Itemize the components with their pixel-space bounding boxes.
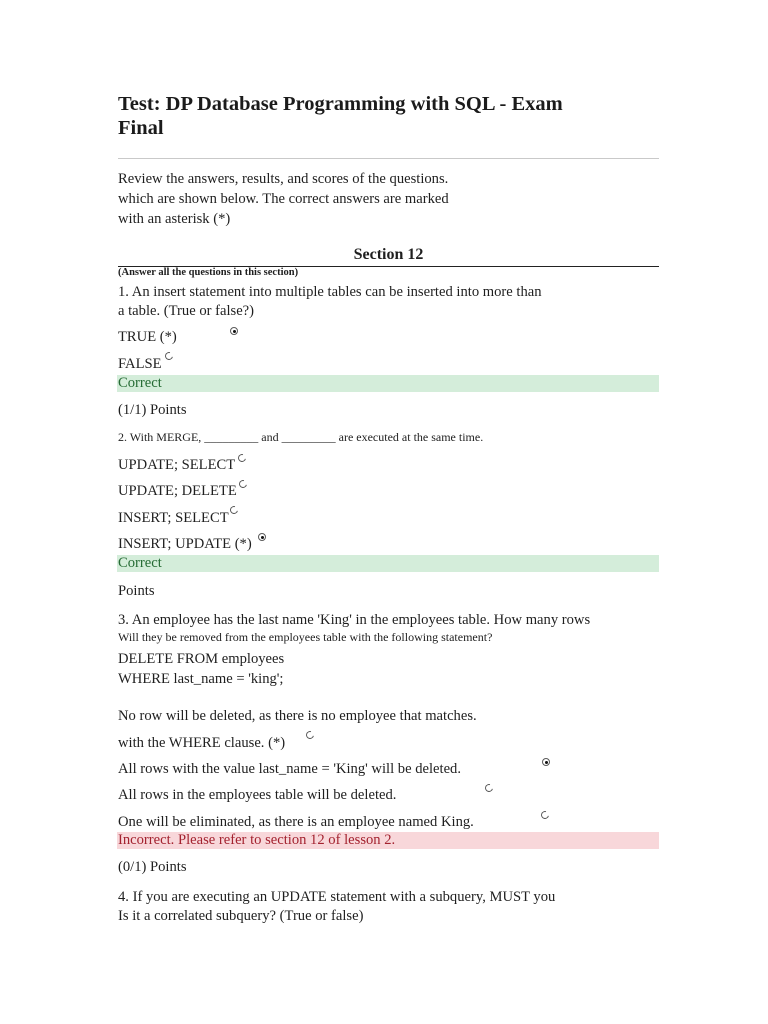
q3-option-3-label: All rows in the employees table will be deleted. — [118, 787, 397, 803]
q3-option-1-label-line2: with the WHERE clause. (*) — [118, 735, 286, 751]
q1-option-true-radio[interactable] — [230, 327, 238, 335]
q3-option-3-radio[interactable] — [484, 783, 495, 794]
q3-option-4-label: One will be eliminated, as there is an employee named King. — [118, 814, 474, 830]
question-4-text-line2: Is it a correlated subquery? (True or false) — [118, 908, 364, 924]
q3-result-incorrect: Incorrect. Please refer to section 12 of lesson 2. — [117, 832, 659, 849]
q2-option-3-radio[interactable] — [229, 505, 240, 516]
q2-option-1-label: UPDATE; SELECT — [118, 457, 236, 473]
q3-option-1-label: No row will be deleted, as there is no employee that matches. — [118, 708, 477, 724]
q3-option-2-radio[interactable] — [542, 758, 550, 766]
section-title: Section 12 — [353, 246, 424, 263]
q1-option-true-label: TRUE (*) — [118, 329, 177, 345]
question-2-text: 2. With MERGE, _________ and _________ are executed at the same time. — [118, 430, 484, 444]
question-3-text-line2: Will they be removed from the employees table with the following statement? — [118, 630, 493, 644]
q3-option-4-radio[interactable] — [540, 810, 551, 821]
q2-option-4-radio[interactable] — [258, 533, 266, 541]
q1-points: (1/1) Points — [118, 402, 187, 418]
q3-option-1-radio[interactable] — [305, 730, 316, 741]
question-4-text: 4. If you are executing an UPDATE statement with a subquery, MUST you — [118, 889, 556, 905]
q2-option-2-label: UPDATE; DELETE — [118, 483, 237, 499]
intro-line-2: which are shown below. The correct answers are marked — [118, 191, 449, 207]
q1-option-false-radio[interactable] — [164, 351, 175, 362]
question-1-text-line2: a table. (True or false?) — [118, 303, 255, 319]
page-title-line2: Final — [118, 117, 164, 139]
divider — [118, 158, 659, 159]
q2-option-3-label: INSERT; SELECT — [118, 510, 229, 526]
section-note: (Answer all the questions in this section) — [118, 267, 299, 278]
intro-line-1: Review the answers, results, and scores of the questions. — [118, 171, 449, 187]
q3-sql-line-1: DELETE FROM employees — [118, 651, 285, 667]
question-1-text: 1. An insert statement into multiple tables can be inserted into more than — [118, 284, 542, 300]
intro-line-3: with an asterisk (*) — [118, 211, 231, 227]
page-title: Test: DP Database Programming with SQL - Exam — [118, 93, 563, 115]
q3-points: (0/1) Points — [118, 859, 187, 875]
q1-option-false-label: FALSE — [118, 356, 162, 372]
q3-sql-line-2: WHERE last_name = 'king'; — [118, 671, 284, 687]
q2-option-1-radio[interactable] — [237, 453, 248, 464]
q2-option-4-label: INSERT; UPDATE (*) — [118, 536, 252, 552]
q3-option-2-label: All rows with the value last_name = 'King' will be deleted. — [118, 761, 461, 777]
q1-result-correct: Correct — [117, 375, 659, 392]
q2-points: Points — [118, 583, 155, 599]
q2-option-2-radio[interactable] — [238, 479, 249, 490]
question-3-text: 3. An employee has the last name 'King' in the employees table. How many rows — [118, 612, 591, 628]
q2-result-correct: Correct — [117, 555, 659, 572]
